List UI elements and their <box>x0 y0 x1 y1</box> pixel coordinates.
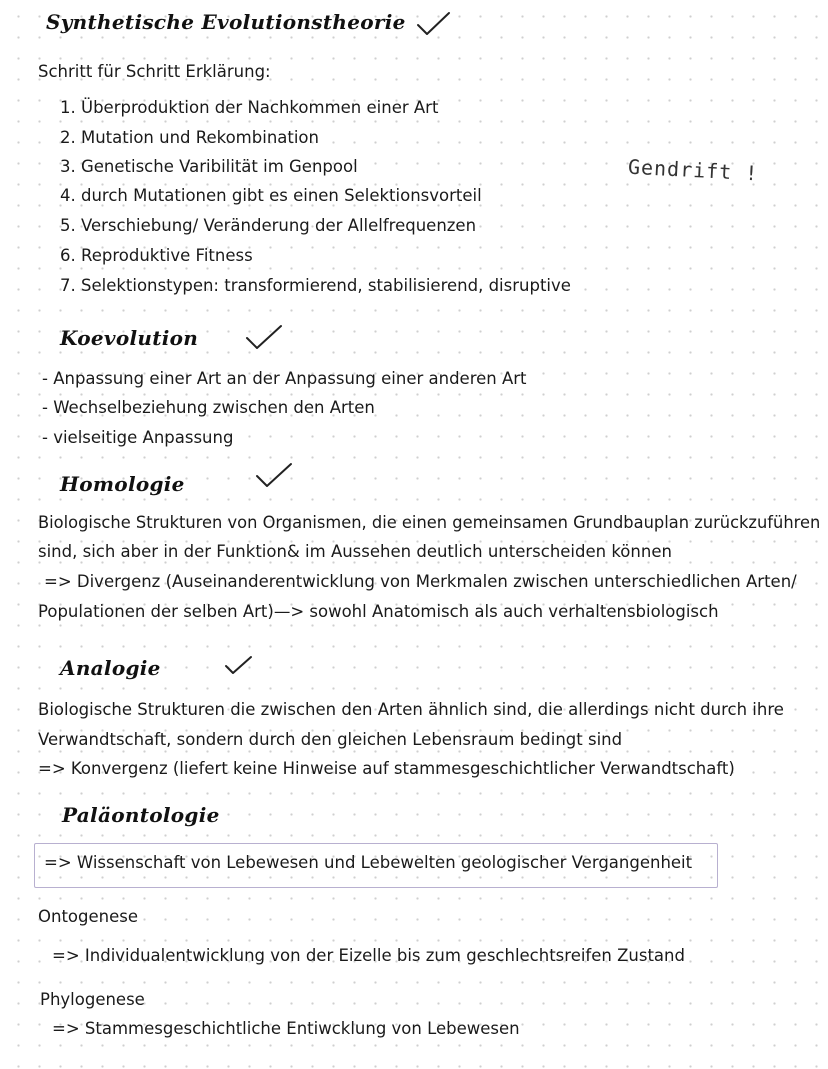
step-item: 5. Verschiebung/ Veränderung der Allelfrequenzen <box>60 216 477 235</box>
checkmark-icon <box>244 322 284 352</box>
paragraph-line: Verwandtschaft, sondern durch den gleichen Lebensraum bedingt sind <box>38 730 623 749</box>
heading-homologie: Homologie <box>60 472 185 496</box>
heading-ontogenese: Ontogenese <box>38 907 138 926</box>
intro-text: Schritt für Schritt Erklärung: <box>38 62 271 81</box>
boxed-text: => Wissenschaft von Lebewesen und Lebewelten geologischer Vergangenheit <box>44 853 693 872</box>
gendrift-note: Gendrift ! <box>627 154 759 186</box>
step-item: 6. Reproduktive Fitness <box>60 246 253 265</box>
heading-phylogenese: Phylogenese <box>40 990 145 1009</box>
step-item: 1. Überproduktion der Nachkommen einer Art <box>60 98 439 117</box>
heading-koevolution: Koevolution <box>60 326 199 350</box>
definition-text: => Stammesgeschichtliche Entiwcklung von Lebewesen <box>52 1019 520 1038</box>
heading-analogie: Analogie <box>60 656 161 680</box>
list-item: - Anpassung einer Art an der Anpassung einer anderen Art <box>42 369 527 388</box>
paragraph-line: => Divergenz (Auseinanderentwicklung von Merkmalen zwischen unterschiedlichen Arten/ <box>44 572 797 591</box>
step-item: 4. durch Mutationen gibt es einen Selektionsvorteil <box>60 186 482 205</box>
paragraph-line: Populationen der selben Art)—> sowohl Anatomisch als auch verhaltensbiologisch <box>38 602 719 621</box>
paragraph-line: Biologische Strukturen die zwischen den Arten ähnlich sind, die allerdings nicht durch ihre <box>38 700 784 719</box>
checkmark-icon <box>254 460 294 490</box>
checkmark-icon <box>416 10 452 38</box>
list-item: - Wechselbeziehung zwischen den Arten <box>42 398 375 417</box>
step-item: 3. Genetische Varibilität im Genpool <box>60 157 358 176</box>
checkmark-icon <box>224 654 254 676</box>
definition-text: => Individualentwicklung von der Eizelle bis zum geschlechtsreifen Zustand <box>52 946 685 965</box>
heading-palaeontologie: Paläontologie <box>62 803 220 827</box>
paragraph-line: sind, sich aber in der Funktion& im Aussehen deutlich unterscheiden können <box>38 542 672 561</box>
paragraph-line: Biologische Strukturen von Organismen, die einen gemeinsamen Grundbauplan zurückzuführen <box>38 513 821 532</box>
heading-synthetische-evolutionstheorie: Synthetische Evolutionstheorie <box>46 10 406 34</box>
paragraph-line: => Konvergenz (liefert keine Hinweise auf stammesgeschichtlicher Verwandtschaft) <box>38 759 735 778</box>
step-item: 7. Selektionstypen: transformierend, stabilisierend, disruptive <box>60 276 571 295</box>
list-item: - vielseitige Anpassung <box>42 428 234 447</box>
step-item: 2. Mutation und Rekombination <box>60 128 319 147</box>
